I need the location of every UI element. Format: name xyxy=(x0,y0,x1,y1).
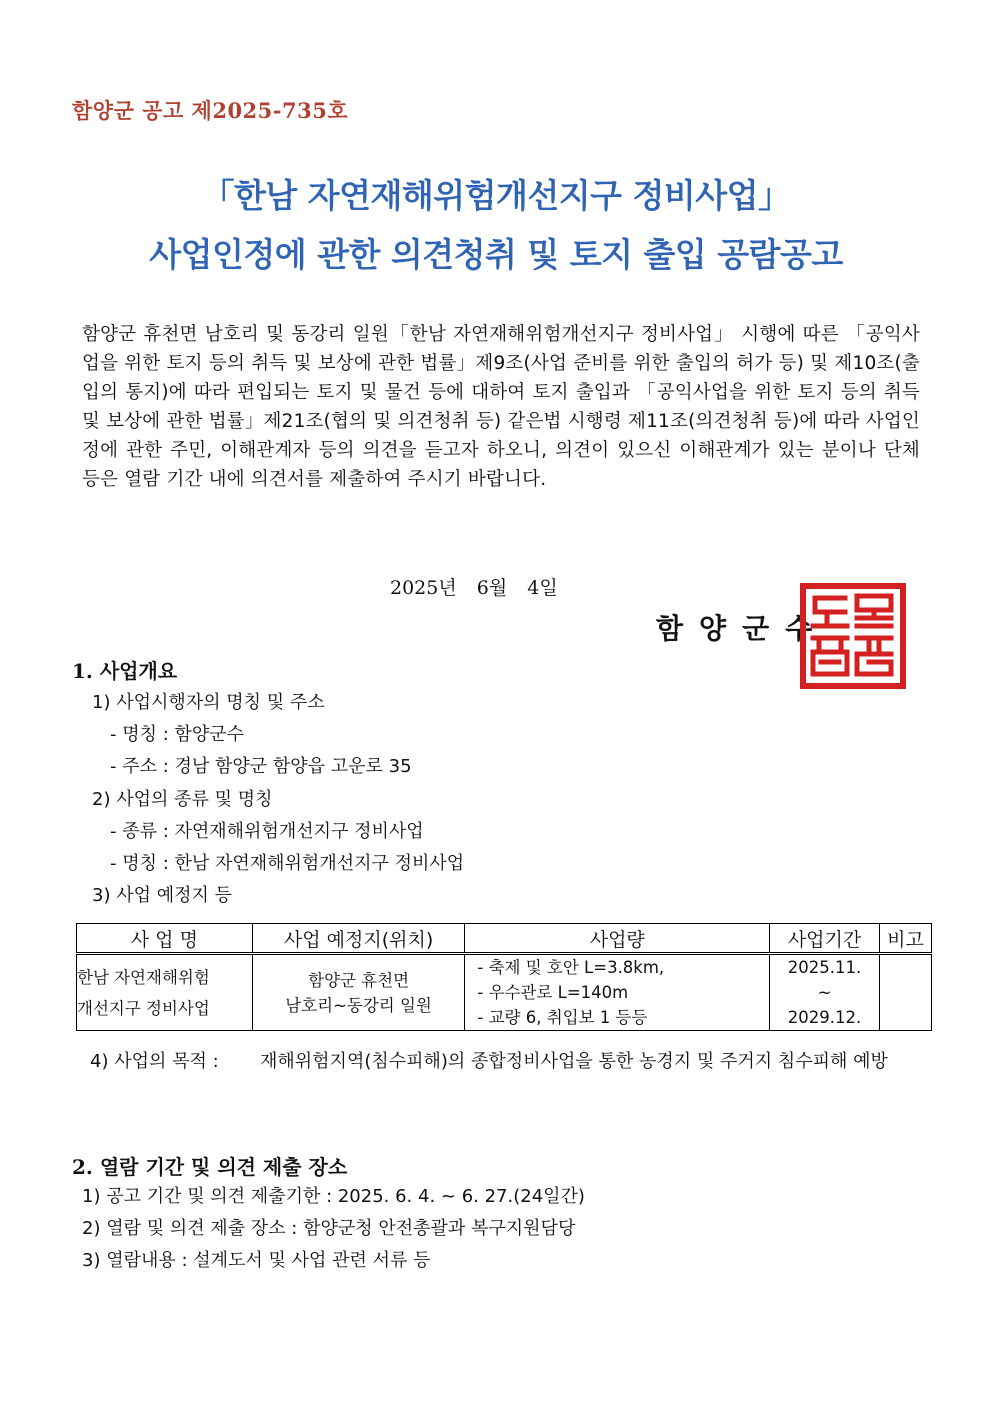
document-title-line1: 「한남 자연재해위험개선지구 정비사업」 xyxy=(201,176,791,215)
project-note-cell xyxy=(880,954,932,1031)
cell-line: - 우수관로 L=140m xyxy=(477,983,629,1002)
table-header-cell: 비고 xyxy=(880,924,932,954)
section1-item2: 2) 사업의 종류 및 명칭 xyxy=(92,789,273,810)
section1-heading: 1. 사업개요 xyxy=(72,659,178,683)
table-header-cell: 사업 예정지(위치) xyxy=(252,924,465,954)
notice-number: 함양군 공고 제2025-735호 xyxy=(72,98,349,123)
cell-line: - 축제 및 호안 L=3.8km, xyxy=(477,958,665,977)
project-period-cell xyxy=(770,954,880,1031)
section2-heading: 2. 열람 기간 및 의견 제출 장소 xyxy=(72,1155,348,1179)
project-name-cell xyxy=(77,954,253,1031)
section1-item3: 3) 사업 예정지 등 xyxy=(92,885,232,906)
issuer-name: 함양군수 xyxy=(656,612,829,645)
section2-item1: 1) 공고 기간 및 의견 제출기한 : 2025. 6. 4. ~ 6. 27.(24일간) xyxy=(82,1186,585,1207)
section1-item2-name: - 명칭 : 한남 자연재해위험개선지구 정비사업 xyxy=(110,853,465,874)
cell-line: 개선지구 정비사업 xyxy=(77,998,210,1018)
table-header-cell: 사업기간 xyxy=(770,924,880,954)
cell-line: ~ xyxy=(817,983,832,1002)
document-title-line2: 사업인정에 관한 의견청취 및 토지 출입 공람공고 xyxy=(149,235,843,274)
cell-line: - 교량 6, 취입보 1 등등 xyxy=(477,1008,648,1027)
cell-line: 함양군 휴천면 xyxy=(308,970,410,990)
notice-date: 2025년 6월 4일 xyxy=(390,577,558,599)
table-header-cell: 사업량 xyxy=(465,924,770,954)
table-header-cell: 사 업 명 xyxy=(77,924,253,954)
project-table xyxy=(76,923,932,1031)
section1-item2-type: - 종류 : 자연재해위험개선지구 정비사업 xyxy=(110,821,424,842)
section1-item1-address: - 주소 : 경남 함양군 함양읍 고운로 35 xyxy=(110,756,412,777)
section1-item4 xyxy=(90,1046,930,1078)
section2-item2: 2) 열람 및 의견 제출 장소 : 함양군청 안전총괄과 복구지원담당 xyxy=(82,1218,576,1239)
project-quantity-cell xyxy=(465,954,770,1031)
cell-line: 한남 자연재해위험 xyxy=(77,967,210,987)
purpose-label: 4) 사업의 목적 : xyxy=(90,1051,219,1072)
section1-item1: 1) 사업시행자의 명칭 및 주소 xyxy=(92,692,325,713)
table-header-row xyxy=(77,924,932,954)
section2-item3: 3) 열람내용 : 설계도서 및 사업 관련 서류 등 xyxy=(82,1250,431,1271)
table-row xyxy=(77,954,932,1031)
cell-line: 2029.12. xyxy=(787,1008,862,1027)
intro-paragraph: 함양군 휴천면 남호리 및 동강리 일원「한남 자연재해위험개선지구 정비사업」 시행에 따른 「공익사업을 위한 토지 등의 취득 및 보상에 관한 법률」제9조(사업 준비를 위한 출입의 허가 등) 및 제10조(출입의 통지)에 따라 편입되는 토지 및 물건 등에 대하여 토지 출입과 「공익사업을 위한 토지 등의 취득 및 보상에 관한 법률」제21조(협의 및 의견청취 등) 같은법 시행령 제11조(의견청취 등)에 따라 사업인정에 관한 주민, 이해관계자 등의 의견을 듣고자 하오니, 의견이 있으신 이해관계가 있는 분이나 단체 등은 열람 기간 내에 의견서를 제출하여 주시기 바랍니다. xyxy=(82,324,920,490)
purpose-text: 재해위험지역(침수피해)의 종합정비사업을 통한 농경지 및 주거지 침수피해 예방 xyxy=(260,1051,888,1072)
section1-item1-name: - 명칭 : 함양군수 xyxy=(110,724,245,745)
cell-line: 남호리~동강리 일원 xyxy=(285,995,432,1015)
official-seal-icon xyxy=(799,582,907,690)
project-location-cell xyxy=(252,954,465,1031)
cell-line: 2025.11. xyxy=(787,958,862,977)
